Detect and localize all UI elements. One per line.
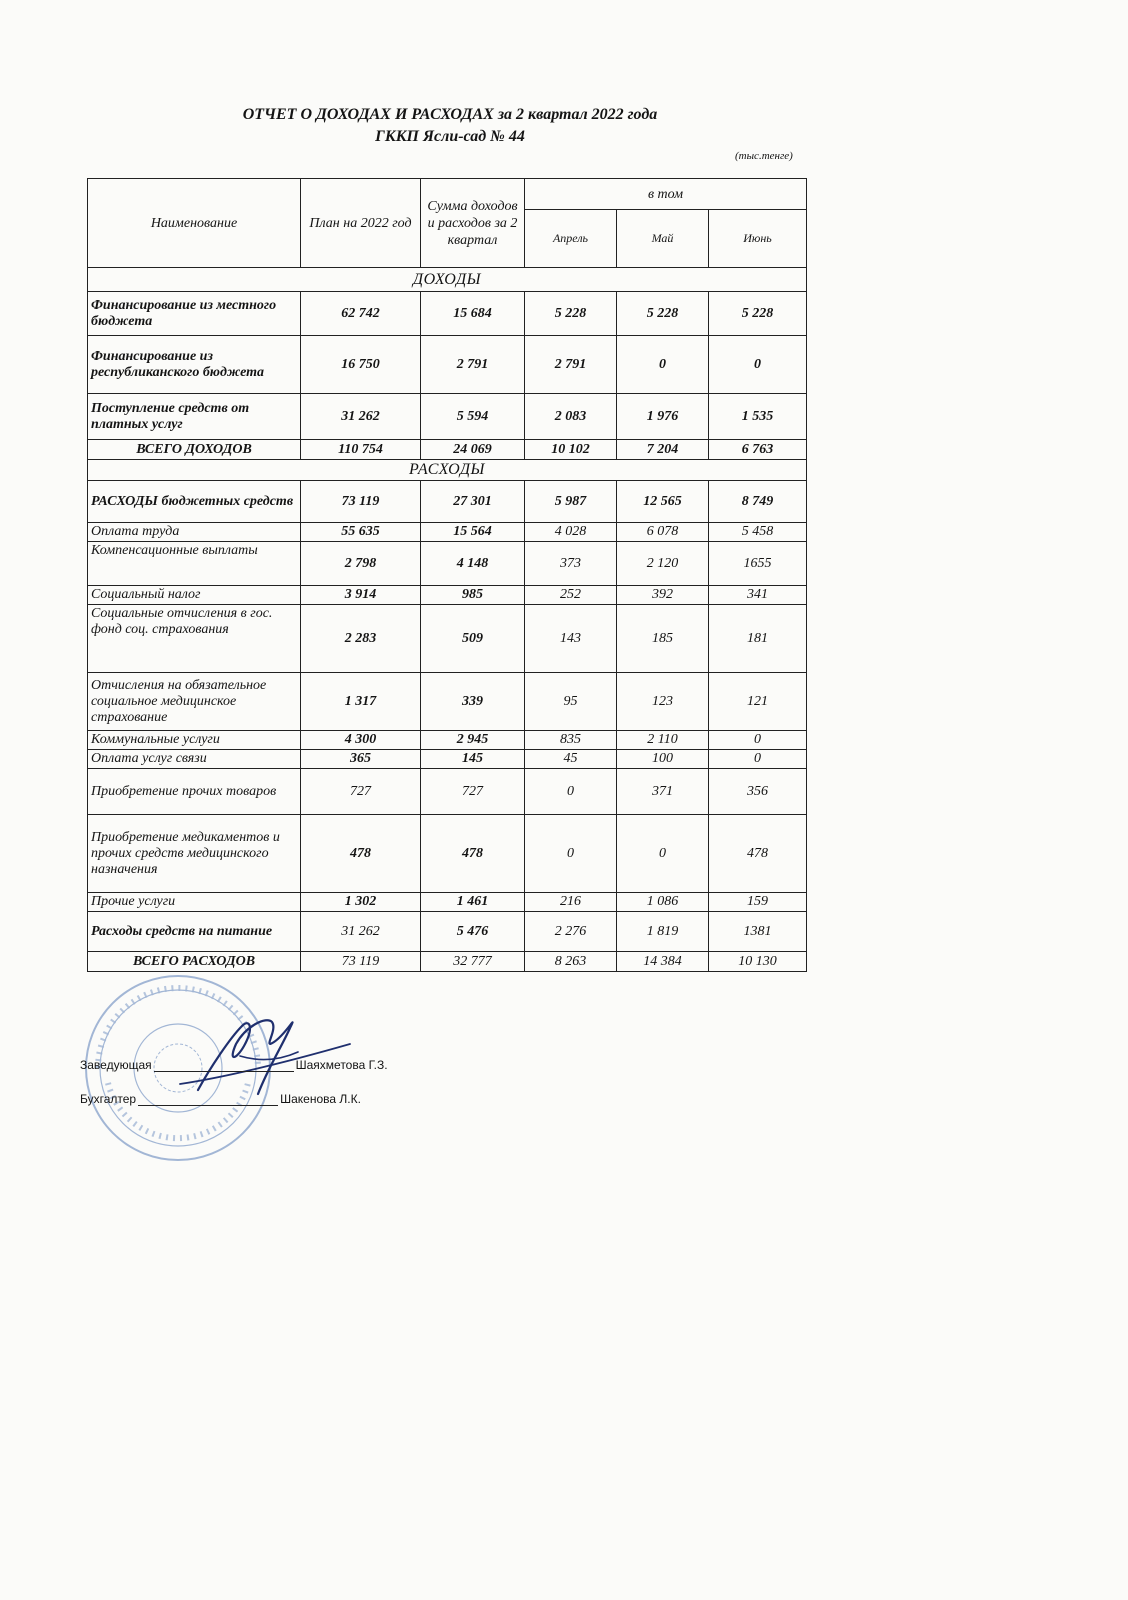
row-name: Финансирование из местного бюджета	[88, 292, 301, 336]
row-june: 356	[709, 769, 807, 815]
row-sum: 145	[421, 750, 525, 769]
row-name: Приобретение прочих товаров	[88, 769, 301, 815]
row-april: 95	[525, 673, 617, 731]
income-expense-table	[87, 178, 807, 972]
signature-block	[80, 1058, 388, 1126]
row-sum: 15 564	[421, 523, 525, 542]
row-name: РАСХОДЫ бюджетных средств	[88, 481, 301, 523]
row-may: 0	[617, 815, 709, 893]
column-header-sum: Сумма доходов и расходов за 2 квартал	[421, 179, 525, 268]
row-may: 123	[617, 673, 709, 731]
row-may: 392	[617, 586, 709, 605]
column-header-group: в том	[525, 179, 807, 210]
row-plan: 727	[301, 769, 421, 815]
table-row	[88, 605, 807, 673]
row-april: 8 263	[525, 952, 617, 972]
row-sum: 2 791	[421, 336, 525, 394]
row-june: 1 535	[709, 394, 807, 440]
table-row	[88, 731, 807, 750]
row-name: Отчисления на обязательное социальное медицинское страхование	[88, 673, 301, 731]
head-signature-line	[80, 1058, 388, 1072]
row-name: Социальный налог	[88, 586, 301, 605]
row-june: 159	[709, 893, 807, 912]
row-june: 1381	[709, 912, 807, 952]
row-name: ВСЕГО ДОХОДОВ	[88, 440, 301, 460]
row-name: Оплата услуг связи	[88, 750, 301, 769]
row-name: ВСЕГО РАСХОДОВ	[88, 952, 301, 972]
table-row	[88, 292, 807, 336]
row-sum: 4 148	[421, 542, 525, 586]
row-plan: 31 262	[301, 912, 421, 952]
row-april: 373	[525, 542, 617, 586]
row-may: 1 819	[617, 912, 709, 952]
row-june: 0	[709, 731, 807, 750]
row-plan: 73 119	[301, 952, 421, 972]
row-april: 2 083	[525, 394, 617, 440]
row-sum: 24 069	[421, 440, 525, 460]
row-sum: 727	[421, 769, 525, 815]
row-sum: 339	[421, 673, 525, 731]
row-may: 185	[617, 605, 709, 673]
table-row	[88, 912, 807, 952]
row-plan: 1 317	[301, 673, 421, 731]
row-april: 0	[525, 815, 617, 893]
table-row	[88, 893, 807, 912]
organization-name: ГККП Ясли-сад № 44	[375, 128, 525, 145]
row-june: 1655	[709, 542, 807, 586]
income-total-row	[88, 440, 807, 460]
row-plan: 16 750	[301, 336, 421, 394]
row-plan: 110 754	[301, 440, 421, 460]
row-may: 2 110	[617, 731, 709, 750]
row-june: 10 130	[709, 952, 807, 972]
row-plan: 4 300	[301, 731, 421, 750]
units-note: (тыс.тенге)	[735, 150, 793, 162]
row-name: Оплата труда	[88, 523, 301, 542]
row-april: 45	[525, 750, 617, 769]
row-june: 0	[709, 750, 807, 769]
row-june: 478	[709, 815, 807, 893]
row-may: 12 565	[617, 481, 709, 523]
row-name: Социальные отчисления в гос. фонд соц. страхования	[88, 605, 301, 673]
table-row	[88, 481, 807, 523]
table-row	[88, 394, 807, 440]
row-name: Компенсационные выплаты	[88, 542, 301, 586]
row-may: 100	[617, 750, 709, 769]
table-row	[88, 769, 807, 815]
row-june: 0	[709, 336, 807, 394]
row-plan: 1 302	[301, 893, 421, 912]
accountant-label: Бухгалтер	[80, 1092, 137, 1106]
column-header-name: Наименование	[88, 179, 301, 268]
row-plan: 55 635	[301, 523, 421, 542]
row-april: 5 987	[525, 481, 617, 523]
row-april: 5 228	[525, 292, 617, 336]
row-may: 1 086	[617, 893, 709, 912]
accountant-name: Шакенова Л.К.	[280, 1092, 361, 1106]
row-june: 341	[709, 586, 807, 605]
row-april: 10 102	[525, 440, 617, 460]
report-title: ОТЧЕТ О ДОХОДАХ И РАСХОДАХ за 2 квартал 2022 года	[242, 106, 658, 123]
table-row	[88, 542, 807, 586]
row-sum: 2 945	[421, 731, 525, 750]
row-sum: 478	[421, 815, 525, 893]
accountant-signature-line	[80, 1092, 388, 1106]
column-header-may: Май	[617, 210, 709, 268]
row-june: 5 458	[709, 523, 807, 542]
row-may: 2 120	[617, 542, 709, 586]
row-name: Прочие услуги	[88, 893, 301, 912]
row-name: Финансирование из республиканского бюджета	[88, 336, 301, 394]
row-plan: 73 119	[301, 481, 421, 523]
column-header-june: Июнь	[709, 210, 807, 268]
row-plan: 365	[301, 750, 421, 769]
row-june: 181	[709, 605, 807, 673]
row-april: 252	[525, 586, 617, 605]
row-sum: 509	[421, 605, 525, 673]
row-june: 8 749	[709, 481, 807, 523]
row-april: 4 028	[525, 523, 617, 542]
row-may: 5 228	[617, 292, 709, 336]
accountant-signature-blank	[138, 1093, 278, 1106]
table-row	[88, 673, 807, 731]
row-sum: 15 684	[421, 292, 525, 336]
table-row	[88, 750, 807, 769]
column-header-plan: План на 2022 год	[301, 179, 421, 268]
row-may: 14 384	[617, 952, 709, 972]
row-april: 143	[525, 605, 617, 673]
column-header-april: Апрель	[525, 210, 617, 268]
row-plan: 2 798	[301, 542, 421, 586]
row-may: 7 204	[617, 440, 709, 460]
row-sum: 1 461	[421, 893, 525, 912]
row-plan: 3 914	[301, 586, 421, 605]
row-april: 2 276	[525, 912, 617, 952]
row-plan: 62 742	[301, 292, 421, 336]
head-signature-blank	[154, 1059, 294, 1072]
row-june: 6 763	[709, 440, 807, 460]
row-name: Расходы средств на питание	[88, 912, 301, 952]
row-sum: 5 594	[421, 394, 525, 440]
expense-section-header: РАСХОДЫ	[88, 460, 807, 481]
head-label: Заведующая	[80, 1058, 152, 1072]
row-april: 0	[525, 769, 617, 815]
row-may: 6 078	[617, 523, 709, 542]
row-sum: 32 777	[421, 952, 525, 972]
income-section-header: ДОХОДЫ	[88, 268, 807, 292]
row-may: 371	[617, 769, 709, 815]
table-row	[88, 523, 807, 542]
table-row	[88, 815, 807, 893]
head-name: Шаяхметова Г.З.	[295, 1058, 388, 1072]
row-sum: 5 476	[421, 912, 525, 952]
row-april: 835	[525, 731, 617, 750]
row-june: 121	[709, 673, 807, 731]
row-plan: 31 262	[301, 394, 421, 440]
row-plan: 478	[301, 815, 421, 893]
table-row	[88, 336, 807, 394]
row-sum: 27 301	[421, 481, 525, 523]
row-sum: 985	[421, 586, 525, 605]
row-june: 5 228	[709, 292, 807, 336]
table-row	[88, 586, 807, 605]
row-name: Приобретение медикаментов и прочих средств медицинского назначения	[88, 815, 301, 893]
row-may: 0	[617, 336, 709, 394]
row-name: Поступление средств от платных услуг	[88, 394, 301, 440]
row-april: 2 791	[525, 336, 617, 394]
row-april: 216	[525, 893, 617, 912]
row-may: 1 976	[617, 394, 709, 440]
row-plan: 2 283	[301, 605, 421, 673]
row-name: Коммунальные услуги	[88, 731, 301, 750]
